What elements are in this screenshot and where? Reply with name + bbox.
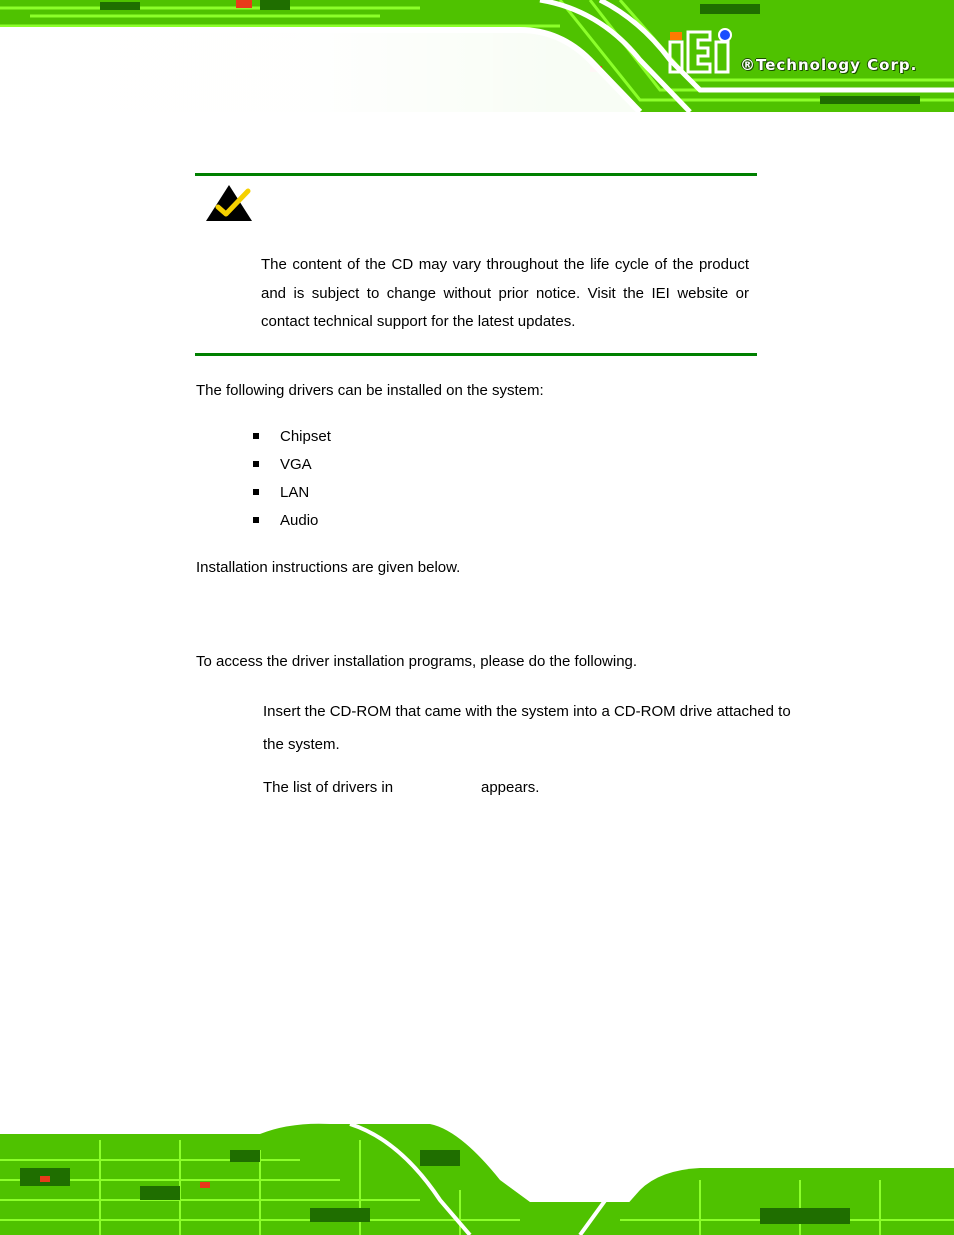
- iei-logo: [666, 26, 936, 86]
- list-bullet: [253, 517, 259, 523]
- note-text: The content of the CD may vary throughout the life cycle of the product and is subject to change without prior notice. Visit the IEI website or contact technical support for the latest updates.: [261, 256, 749, 330]
- iei-logo-mark: [666, 26, 736, 76]
- list-bullet: [253, 461, 259, 467]
- checkmark-warning-icon: [204, 183, 254, 223]
- access-intro: To access the driver installation programs, please do the following.: [196, 653, 638, 670]
- step-1-line-2: the system.: [263, 736, 340, 753]
- step-2-part-1: The list of drivers in: [263, 779, 394, 796]
- drivers-intro: The following drivers can be installed on the system:: [196, 382, 544, 399]
- note-bottom-rule: [195, 353, 757, 356]
- circuit-board-footer-graphic: [0, 1120, 954, 1235]
- footer-banner: [0, 1120, 954, 1235]
- step-2-part-2: appears.: [481, 779, 540, 796]
- list-bullet: [253, 433, 259, 439]
- list-item: Chipset: [280, 428, 331, 445]
- list-item: Audio: [280, 512, 319, 529]
- step-1-line-1: Insert the CD-ROM that came with the system into a CD-ROM drive attached to: [263, 703, 791, 720]
- list-item: LAN: [280, 484, 310, 501]
- list-item: VGA: [280, 456, 312, 473]
- note-top-rule: [195, 173, 757, 176]
- brand-name: ®Technology Corp.: [740, 56, 918, 74]
- list-bullet: [253, 489, 259, 495]
- instructions-note: Installation instructions are given below.: [196, 559, 461, 576]
